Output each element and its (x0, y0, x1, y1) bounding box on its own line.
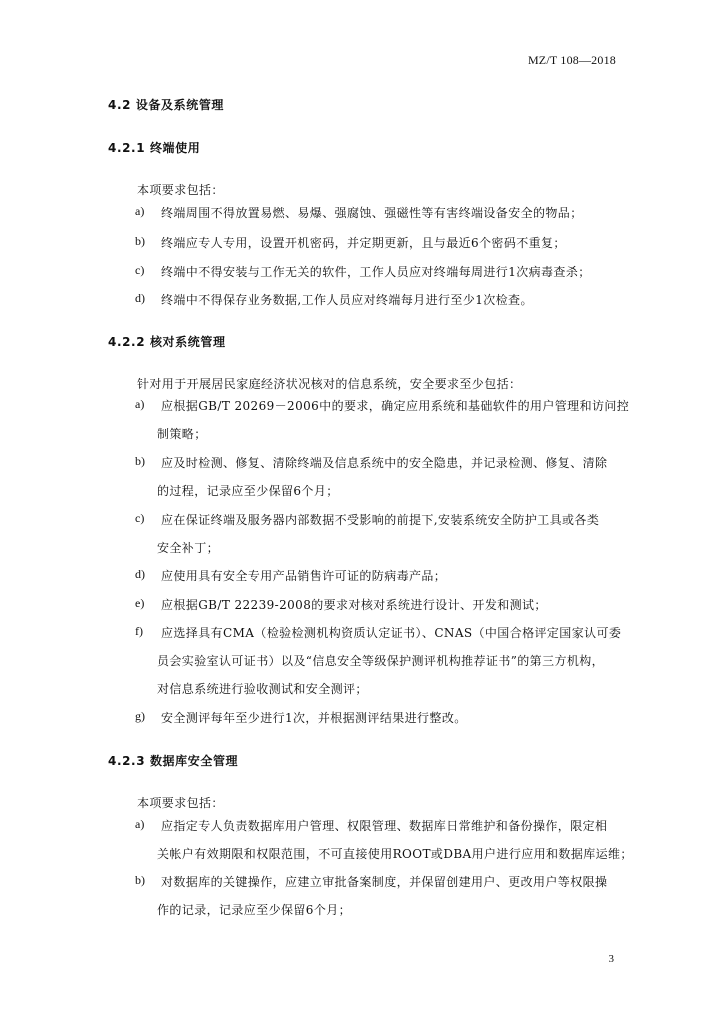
section-heading-4-2-2: 4.2.2 核对系统管理 (108, 335, 226, 349)
list-marker: b) (135, 234, 145, 248)
list-item-continuation: 安全补丁； (157, 541, 220, 555)
list-item-continuation: 的过程，记录应至少保留6个月； (157, 484, 339, 498)
list-item: 应使用具有安全专用产品销售许可证的防病毒产品； (161, 569, 447, 583)
document-number: MZ/T 108—2018 (527, 53, 616, 67)
list-item: 应指定专人负责数据库用户管理、权限管理、数据库日常维护和备份操作，限定相 (161, 819, 608, 833)
paragraph-intro: 本项要求包括： (137, 183, 224, 197)
list-item-continuation: 员会实验室认可证书）以及“信息安全等级保护测评机构推荐证书”的第三方机构， (157, 654, 605, 668)
list-marker: b) (135, 873, 145, 887)
list-item: 应选择具有CMA（检验检测机构资质认定证书）、CNAS（中国合格评定国家认可委 (161, 626, 622, 640)
list-marker: a) (135, 204, 145, 218)
list-item-continuation: 作的记录，记录应至少保留6个月； (157, 903, 352, 917)
list-item: 应在保证终端及服务器内部数据不受影响的前提下,安装系统安全防护工具或各类 (161, 513, 600, 527)
list-marker: d) (135, 291, 145, 305)
list-item: 终端中不得安装与工作无关的软件，工作人员应对终端每周进行1次病毒查杀； (161, 265, 591, 279)
list-marker: f) (135, 624, 143, 638)
section-heading-4-2: 4.2 设备及系统管理 (108, 98, 225, 112)
list-marker: d) (135, 567, 145, 581)
page-number: 3 (608, 953, 614, 965)
section-heading-4-2-3: 4.2.3 数据库安全管理 (108, 754, 239, 768)
list-item: 终端中不得保存业务数据,工作人员应对终端每月进行至少1次检查。 (161, 293, 533, 307)
list-marker: e) (135, 596, 145, 610)
list-marker: b) (135, 454, 145, 468)
paragraph-intro: 针对用于开展居民家庭经济状况核对的信息系统，安全要求至少包括： (137, 377, 522, 391)
list-item-continuation: 制策略； (157, 427, 207, 441)
list-item: 终端应专人专用，设置开机密码，并定期更新，且与最近6个密码不重复； (161, 236, 566, 250)
list-marker: a) (135, 817, 145, 831)
list-marker: c) (135, 511, 145, 525)
list-item: 安全测评每年至少进行1次，并根据测评结果进行整改。 (161, 711, 467, 725)
list-marker: a) (135, 397, 145, 411)
list-marker: c) (135, 263, 145, 277)
list-item: 对数据库的关键操作，应建立审批备案制度，并保留创建用户、更改用户等权限操 (161, 875, 608, 889)
paragraph-intro: 本项要求包括： (137, 796, 224, 810)
list-item: 应及时检测、修复、清除终端及信息系统中的安全隐患，并记录检测、修复、清除 (161, 456, 608, 470)
list-item: 应根据GB/T 20269－2006中的要求，确定应用系统和基础软件的用户管理和访问控 (161, 399, 630, 413)
list-marker: g) (135, 709, 145, 723)
list-item-continuation: 对信息系统进行验收测试和安全测评； (157, 682, 368, 696)
section-heading-4-2-1: 4.2.1 终端使用 (108, 141, 201, 155)
list-item-continuation: 关帐户有效期限和权限范围，不可直接使用ROOT或DBA用户进行应用和数据库运维； (157, 847, 633, 861)
list-item: 终端周围不得放置易燃、易爆、强腐蚀、强磁性等有害终端设备安全的物品； (161, 206, 583, 220)
list-item: 应根据GB/T 22239-2008的要求对核对系统进行设计、开发和测试； (161, 598, 547, 612)
